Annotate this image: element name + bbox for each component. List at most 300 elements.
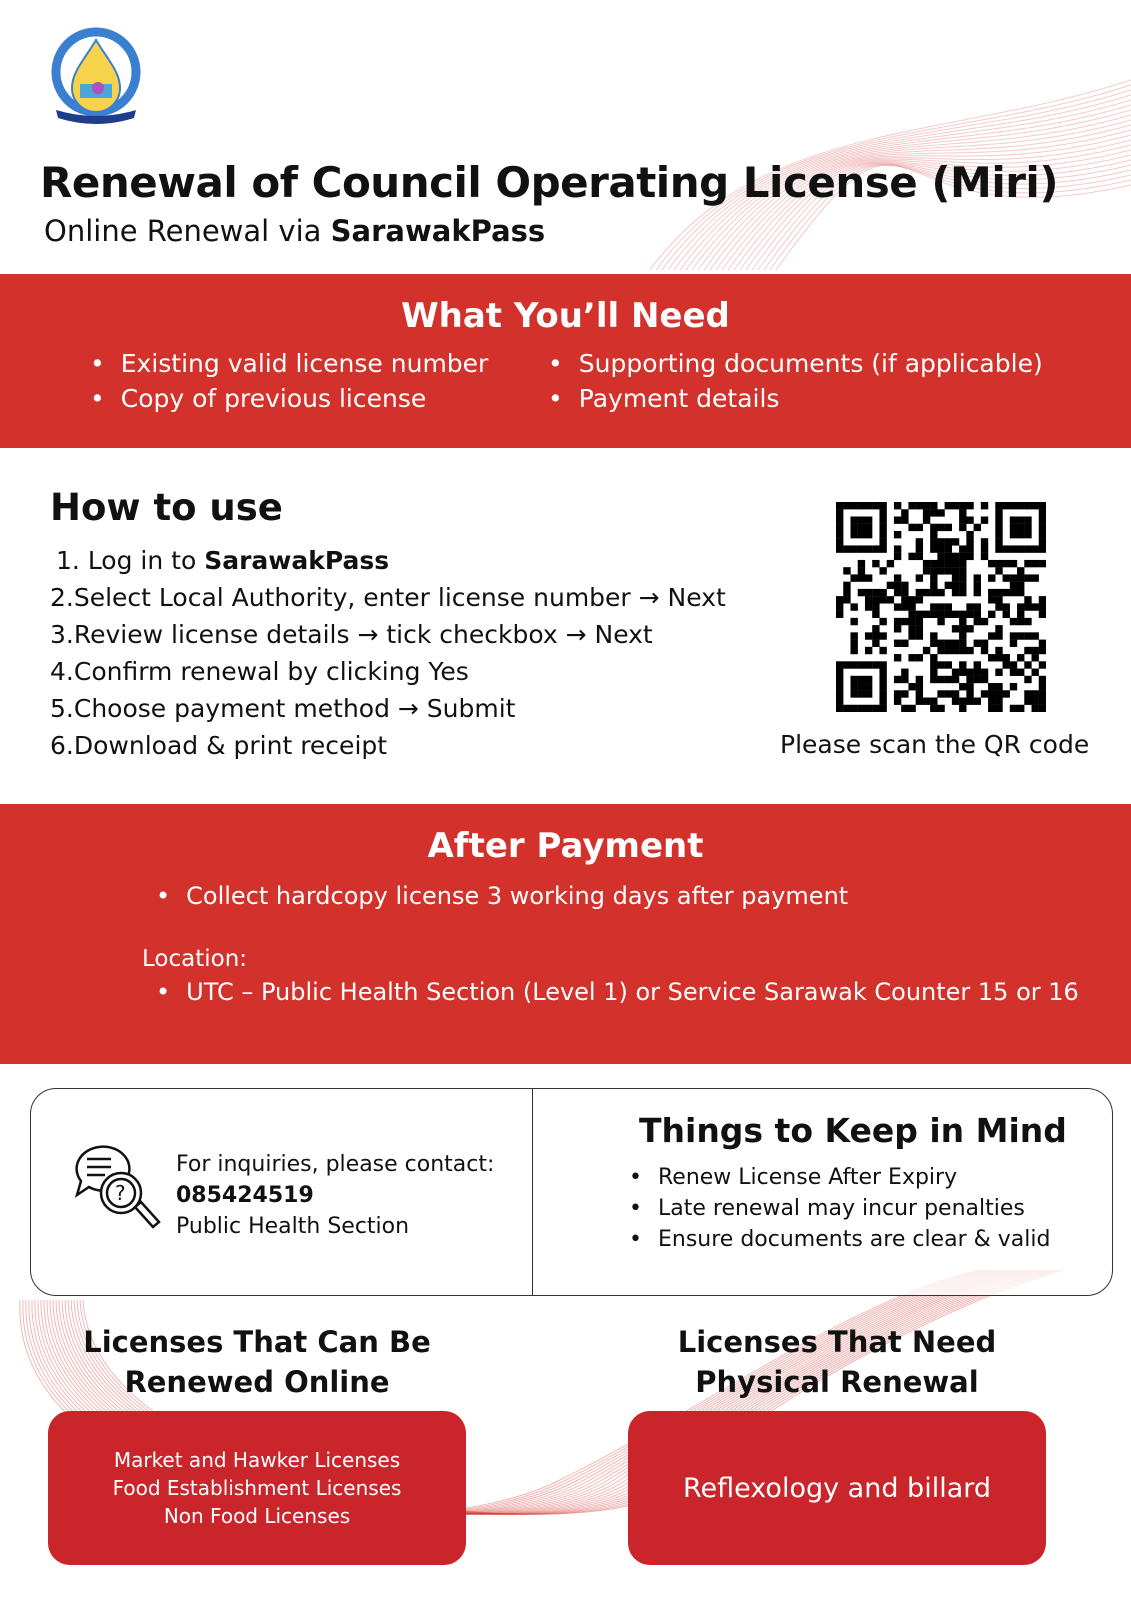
qr-module xyxy=(850,502,857,509)
qr-module xyxy=(1039,509,1046,516)
qr-module xyxy=(1003,603,1010,610)
qr-module xyxy=(1039,690,1046,697)
qr-module xyxy=(879,669,886,676)
qr-module xyxy=(916,553,923,560)
step-text: Confirm renewal by clicking Yes xyxy=(73,657,469,686)
qr-module xyxy=(937,538,944,545)
qr-module xyxy=(916,596,923,603)
qr-module xyxy=(945,582,952,589)
qr-module xyxy=(1017,705,1024,712)
qr-module xyxy=(974,589,981,596)
qr-module xyxy=(850,676,857,683)
qr-module xyxy=(872,589,879,596)
qr-module xyxy=(865,574,872,581)
qr-module xyxy=(1024,574,1031,581)
qr-module xyxy=(858,502,865,509)
qr-module xyxy=(879,502,886,509)
qr-module xyxy=(901,705,908,712)
title-line: Licenses That Need xyxy=(677,1325,997,1359)
qr-module xyxy=(836,509,843,516)
qr-module xyxy=(850,705,857,712)
qr-module xyxy=(908,524,915,531)
qr-module xyxy=(843,661,850,668)
qr-module xyxy=(966,611,973,618)
qr-module xyxy=(930,502,937,509)
qr-module xyxy=(995,683,1002,690)
qr-module xyxy=(937,690,944,697)
qr-module xyxy=(945,647,952,654)
qr-module xyxy=(879,632,886,639)
qr-module xyxy=(850,545,857,552)
qr-module xyxy=(858,676,865,683)
qr-module xyxy=(974,698,981,705)
qr-module xyxy=(850,603,857,610)
qr-module xyxy=(879,705,886,712)
qr-module xyxy=(1024,560,1031,567)
step-number: 2. xyxy=(50,583,74,612)
step-text: Review license details → tick checkbox → Next xyxy=(73,620,653,649)
qr-module xyxy=(894,698,901,705)
qr-module xyxy=(959,640,966,647)
qr-module xyxy=(879,567,886,574)
step-item xyxy=(50,690,726,727)
qr-module xyxy=(1017,618,1024,625)
qr-module xyxy=(930,654,937,661)
qr-module xyxy=(843,545,850,552)
list-item: • UTC – Public Health Section (Level 1) or Service Sarawak Counter 15 or 16 xyxy=(156,978,1131,1006)
qr-module xyxy=(916,698,923,705)
qr-module xyxy=(995,596,1002,603)
qr-module xyxy=(952,567,959,574)
qr-module xyxy=(981,553,988,560)
qr-module xyxy=(836,705,843,712)
qr-module xyxy=(850,632,857,639)
qr-module xyxy=(872,625,879,632)
qr-module xyxy=(1032,632,1039,639)
qr-module xyxy=(1017,531,1024,538)
qr-module xyxy=(966,683,973,690)
qr-module xyxy=(995,669,1002,676)
qr-module xyxy=(959,582,966,589)
qr-module xyxy=(850,647,857,654)
qr-module xyxy=(908,502,915,509)
qr-module xyxy=(1032,502,1039,509)
qr-module xyxy=(966,531,973,538)
qr-module xyxy=(879,683,886,690)
qr-module xyxy=(858,524,865,531)
qr-module xyxy=(974,669,981,676)
qr-module xyxy=(894,502,901,509)
subtitle-brand: SarawakPass xyxy=(330,214,546,248)
qr-module xyxy=(959,553,966,560)
qr-module xyxy=(923,647,930,654)
qr-module xyxy=(894,640,901,647)
qr-module xyxy=(981,545,988,552)
qr-module xyxy=(937,705,944,712)
qr-module xyxy=(959,683,966,690)
qr-module xyxy=(937,589,944,596)
qr-module xyxy=(879,690,886,697)
qr-module xyxy=(836,524,843,531)
qr-module xyxy=(988,560,995,567)
reminders-list xyxy=(629,1162,1112,1255)
qr-module xyxy=(1010,545,1017,552)
qr-module xyxy=(1017,516,1024,523)
qr-module xyxy=(937,676,944,683)
qr-module xyxy=(916,524,923,531)
qr-module xyxy=(836,603,843,610)
qr-module xyxy=(1024,502,1031,509)
qr-module xyxy=(1039,524,1046,531)
after-payment-title: After Payment xyxy=(427,826,704,866)
qr-module xyxy=(966,545,973,552)
qr-module xyxy=(894,690,901,697)
qr-module xyxy=(1024,647,1031,654)
qr-module xyxy=(1010,524,1017,531)
qr-module xyxy=(1024,596,1031,603)
qr-module xyxy=(923,516,930,523)
qr-module xyxy=(1032,545,1039,552)
qr-module xyxy=(995,625,1002,632)
qr-module xyxy=(1024,531,1031,538)
qr-module xyxy=(1017,589,1024,596)
qr-module xyxy=(872,502,879,509)
step-item xyxy=(50,542,726,579)
qr-module xyxy=(901,589,908,596)
qr-module xyxy=(930,545,937,552)
qr-module xyxy=(872,705,879,712)
qr-module xyxy=(872,545,879,552)
contact-panel xyxy=(31,1089,533,1295)
qr-module xyxy=(865,683,872,690)
qr-module xyxy=(1024,603,1031,610)
qr-module xyxy=(995,603,1002,610)
qr-module xyxy=(1003,690,1010,697)
qr-module xyxy=(1039,502,1046,509)
qr-module xyxy=(937,524,944,531)
qr-module xyxy=(1032,560,1039,567)
qr-module xyxy=(988,611,995,618)
qr-module xyxy=(1003,654,1010,661)
qr-module xyxy=(872,632,879,639)
qr-module xyxy=(981,640,988,647)
qr-module xyxy=(945,553,952,560)
qr-module xyxy=(1003,502,1010,509)
qr-module xyxy=(1017,582,1024,589)
qr-module xyxy=(1032,603,1039,610)
qr-module xyxy=(1010,531,1017,538)
qr-module xyxy=(952,676,959,683)
steps-list xyxy=(50,542,726,764)
qr-module xyxy=(901,596,908,603)
qr-module xyxy=(1039,596,1046,603)
contact-department: Public Health Section xyxy=(176,1214,410,1239)
qr-module xyxy=(966,553,973,560)
qr-module xyxy=(836,690,843,697)
qr-module xyxy=(945,690,952,697)
qr-module xyxy=(1017,502,1024,509)
qr-module xyxy=(858,545,865,552)
qr-module xyxy=(959,545,966,552)
qr-module xyxy=(995,632,1002,639)
qr-module xyxy=(1024,524,1031,531)
step-number: 5. xyxy=(50,694,74,723)
qr-module xyxy=(894,516,901,523)
qr-module xyxy=(959,567,966,574)
qr-module xyxy=(966,516,973,523)
qr-module xyxy=(872,611,879,618)
qr-module xyxy=(850,661,857,668)
qr-module xyxy=(988,574,995,581)
qr-module xyxy=(1017,574,1024,581)
qr-module xyxy=(1017,603,1024,610)
qr-module xyxy=(930,567,937,574)
qr-module xyxy=(1010,705,1017,712)
qr-module xyxy=(894,654,901,661)
step-number: 3. xyxy=(50,620,74,649)
qr-module xyxy=(945,676,952,683)
qr-module xyxy=(1010,661,1017,668)
qr-module xyxy=(959,524,966,531)
requirements-list-right xyxy=(548,346,1043,416)
qr-module xyxy=(952,574,959,581)
qr-module xyxy=(995,698,1002,705)
qr-module xyxy=(937,661,944,668)
qr-module xyxy=(865,502,872,509)
qr-module xyxy=(865,545,872,552)
qr-module xyxy=(995,538,1002,545)
qr-module xyxy=(930,538,937,545)
qr-module xyxy=(1032,705,1039,712)
qr-module xyxy=(966,538,973,545)
qr-module xyxy=(908,603,915,610)
qr-module xyxy=(952,640,959,647)
qr-module xyxy=(901,669,908,676)
qr-module xyxy=(1039,538,1046,545)
contact-phone[interactable]: 085424519 xyxy=(176,1183,314,1208)
qr-module xyxy=(945,560,952,567)
qr-module xyxy=(1003,611,1010,618)
qr-module xyxy=(1039,698,1046,705)
qr-module xyxy=(995,509,1002,516)
list-item: • Supporting documents (if applicable) xyxy=(548,346,1043,381)
step-item xyxy=(50,579,726,616)
qr-module xyxy=(995,690,1002,697)
qr-module xyxy=(1017,611,1024,618)
qr-module xyxy=(966,676,973,683)
qr-module xyxy=(865,524,872,531)
qr-module xyxy=(872,603,879,610)
qr-module xyxy=(850,524,857,531)
qr-module xyxy=(988,596,995,603)
qr-module xyxy=(865,531,872,538)
qr-module xyxy=(966,625,973,632)
qr-module xyxy=(836,516,843,523)
qr-module xyxy=(916,654,923,661)
after-payment-list xyxy=(156,882,1131,910)
qr-module xyxy=(952,625,959,632)
qr-module xyxy=(1032,698,1039,705)
qr-module xyxy=(858,661,865,668)
qr-module xyxy=(959,698,966,705)
qr-module xyxy=(908,625,915,632)
qr-module xyxy=(959,611,966,618)
qr-module xyxy=(995,531,1002,538)
qr-module xyxy=(894,589,901,596)
step-text: Select Local Authority, enter license number → Next xyxy=(73,583,726,612)
qr-module xyxy=(916,618,923,625)
list-item: • Ensure documents are clear & valid xyxy=(629,1224,1112,1255)
qr-module xyxy=(952,560,959,567)
qr-module xyxy=(916,574,923,581)
qr-module xyxy=(1010,618,1017,625)
qr-module xyxy=(916,676,923,683)
qr-module xyxy=(879,661,886,668)
requirements-title: What You’ll Need xyxy=(401,296,730,336)
qr-module xyxy=(995,705,1002,712)
qr-module xyxy=(923,611,930,618)
qr-module xyxy=(865,596,872,603)
qr-module xyxy=(966,690,973,697)
qr-module xyxy=(836,661,843,668)
qr-module xyxy=(937,603,944,610)
svg-text:?: ? xyxy=(115,1181,126,1205)
qr-module xyxy=(901,582,908,589)
qr-module xyxy=(952,538,959,545)
qr-module xyxy=(923,509,930,516)
qr-module xyxy=(1017,654,1024,661)
qr-module xyxy=(966,603,973,610)
qr-module xyxy=(858,560,865,567)
list-item: Food Establishment Licenses xyxy=(112,1476,402,1500)
qr-module xyxy=(959,560,966,567)
qr-module xyxy=(879,698,886,705)
qr-module xyxy=(894,582,901,589)
qr-module xyxy=(836,698,843,705)
qr-module xyxy=(1039,647,1046,654)
qr-module xyxy=(995,589,1002,596)
qr-module xyxy=(995,545,1002,552)
location-list xyxy=(156,978,1131,1006)
qr-module xyxy=(908,705,915,712)
list-item: • Renew License After Expiry xyxy=(629,1162,1112,1193)
step-text: Choose payment method → Submit xyxy=(73,694,516,723)
qr-code[interactable] xyxy=(836,502,1046,712)
after-payment-section xyxy=(0,804,1131,1064)
list-item: Non Food Licenses xyxy=(163,1504,351,1528)
qr-module xyxy=(1024,698,1031,705)
qr-caption: Please scan the QR code xyxy=(780,730,1090,759)
qr-module xyxy=(966,698,973,705)
qr-module xyxy=(894,618,901,625)
reminders-panel xyxy=(533,1089,1112,1295)
list-item: Reflexology and billard xyxy=(682,1472,992,1504)
qr-module xyxy=(850,640,857,647)
qr-module xyxy=(974,640,981,647)
qr-module xyxy=(952,502,959,509)
qr-module xyxy=(1032,669,1039,676)
qr-module xyxy=(843,567,850,574)
qr-module xyxy=(959,705,966,712)
qr-module xyxy=(1017,524,1024,531)
requirements-section xyxy=(0,274,1131,448)
physical-licenses-title xyxy=(628,1322,1046,1402)
qr-module xyxy=(930,669,937,676)
qr-module xyxy=(945,640,952,647)
qr-module xyxy=(879,618,886,625)
qr-module xyxy=(843,502,850,509)
qr-module xyxy=(1010,632,1017,639)
qr-module xyxy=(952,647,959,654)
qr-module xyxy=(959,574,966,581)
qr-module xyxy=(959,509,966,516)
qr-module xyxy=(916,545,923,552)
qr-module xyxy=(901,640,908,647)
qr-module xyxy=(836,502,843,509)
qr-module xyxy=(879,647,886,654)
qr-module xyxy=(952,582,959,589)
qr-module xyxy=(894,603,901,610)
qr-module xyxy=(908,683,915,690)
qr-module xyxy=(952,553,959,560)
qr-module xyxy=(843,589,850,596)
qr-module xyxy=(1017,545,1024,552)
qr-module xyxy=(865,705,872,712)
qr-module xyxy=(945,524,952,531)
qr-module xyxy=(945,502,952,509)
list-item: • Copy of previous license xyxy=(90,381,548,416)
page-title: Renewal of Council Operating License (Miri) xyxy=(40,158,1059,207)
step-text: Log in to xyxy=(87,546,205,575)
qr-module xyxy=(879,509,886,516)
qr-module xyxy=(988,698,995,705)
qr-module xyxy=(901,690,908,697)
qr-module xyxy=(865,516,872,523)
step-number: 4. xyxy=(50,657,74,686)
qr-module xyxy=(981,676,988,683)
step-item xyxy=(50,616,726,653)
qr-module xyxy=(916,502,923,509)
qr-module xyxy=(930,582,937,589)
qr-module xyxy=(858,589,865,596)
qr-module xyxy=(916,538,923,545)
qr-module xyxy=(959,669,966,676)
step-number: 1. xyxy=(56,546,80,575)
qr-module xyxy=(1039,531,1046,538)
qr-module xyxy=(1024,676,1031,683)
qr-module xyxy=(836,669,843,676)
contact-label: For inquiries, please contact: xyxy=(176,1152,495,1177)
info-panel xyxy=(30,1088,1113,1296)
qr-module xyxy=(937,509,944,516)
qr-module xyxy=(894,553,901,560)
qr-module xyxy=(836,611,843,618)
qr-module xyxy=(959,516,966,523)
qr-module xyxy=(1039,640,1046,647)
qr-module xyxy=(930,661,937,668)
step-item xyxy=(50,727,726,764)
qr-module xyxy=(850,690,857,697)
qr-module xyxy=(981,647,988,654)
qr-module xyxy=(937,647,944,654)
qr-module xyxy=(937,553,944,560)
qr-module xyxy=(865,589,872,596)
qr-module xyxy=(945,538,952,545)
list-item: • Existing valid license number xyxy=(90,346,548,381)
qr-module xyxy=(981,690,988,697)
qr-module xyxy=(894,676,901,683)
qr-module xyxy=(945,603,952,610)
